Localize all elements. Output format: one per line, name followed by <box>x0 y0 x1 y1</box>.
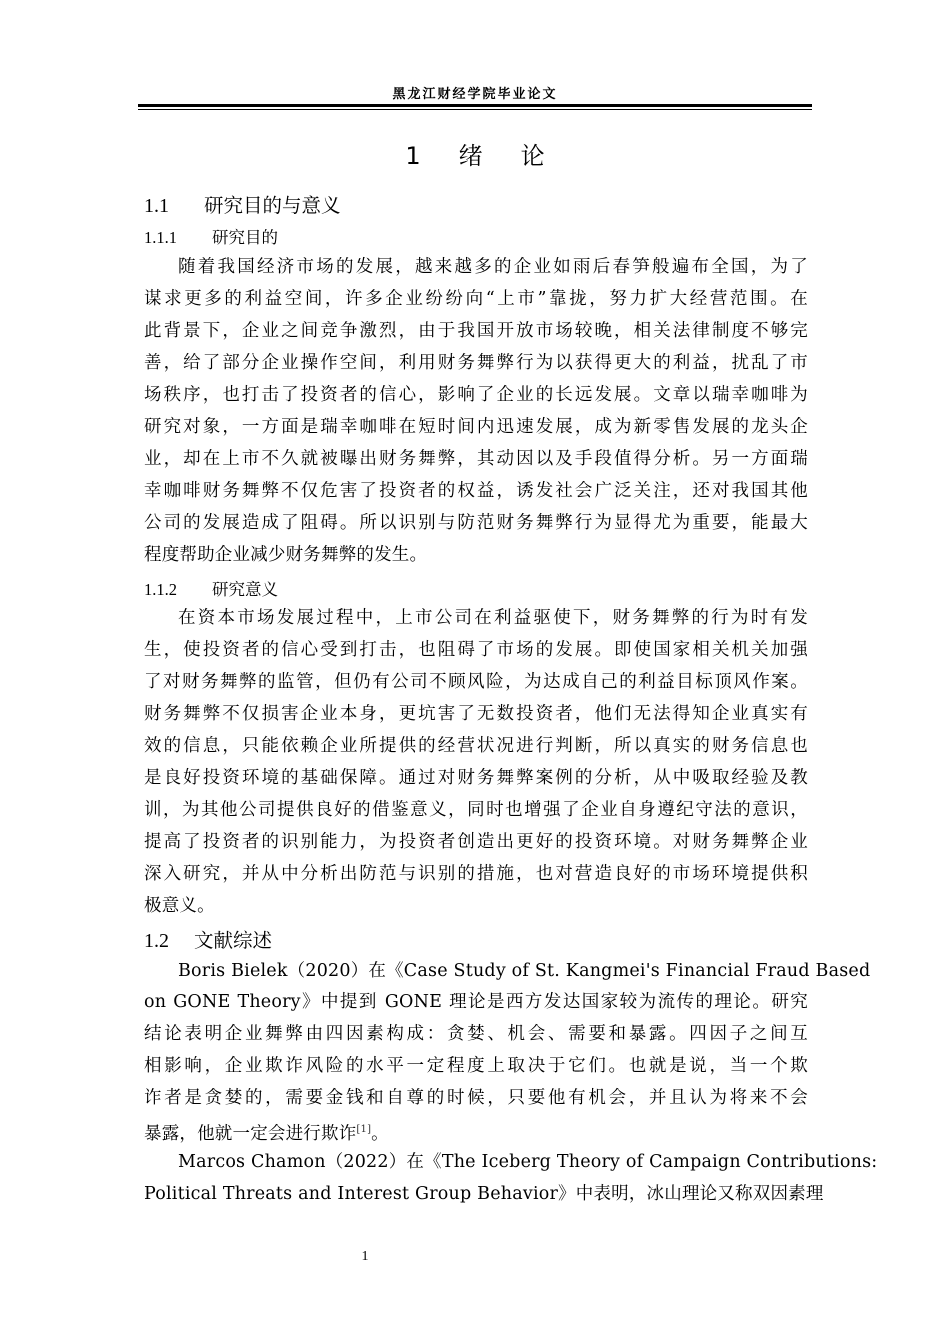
chapter-title-char-2: 论 <box>520 142 545 170</box>
paragraph-line: 效的信息，只能依赖企业所提供的经营状况进行判断，所以真实的财务信息也 <box>144 736 808 756</box>
header-rule-thin <box>138 109 812 110</box>
paragraph-line: 财务舞弊不仅损害企业本身，更坑害了无数投资者，他们无法得知企业真实有 <box>144 704 808 724</box>
paragraph-line: 深入研究，并从中分析出防范与识别的措施，也对营造良好的市场环境提供积 <box>144 864 808 884</box>
paragraph-line: Boris Bielek（2020）在《Case Study of St. Kangmei's Financial Fraud Based <box>178 961 871 981</box>
paragraph-line <box>144 1120 808 1144</box>
header-rule-thick <box>138 104 812 107</box>
running-header: 黑龙江财经学院毕业论文 <box>392 87 558 102</box>
paragraph-line: 相影响，企业欺诈风险的水平一定程度上取决于它们。也就是说，当一个欺 <box>144 1056 808 1076</box>
paragraph-line: 随着我国经济市场的发展，越来越多的企业如雨后春笋般遍布全国，为了 <box>178 257 808 277</box>
paragraph-line: 场秩序，也打击了投资者的信心，影响了企业的长远发展。文章以瑞幸咖啡为 <box>144 385 808 405</box>
paragraph-line: 幸咖啡财务舞弊不仅危害了投资者的权益，诱发社会广泛关注，还对我国其他 <box>144 481 808 501</box>
subsection-number: 1.1.1 <box>144 228 177 247</box>
chapter-title-char-1: 绪 <box>458 142 483 170</box>
paragraph-line: Political Threats and Interest Group Behavior》中表明，冰山理论又称双因素理 <box>144 1184 824 1204</box>
paragraph-line: on GONE Theory》中提到 GONE 理论是西方发达国家较为流传的理论。研究 <box>144 992 808 1012</box>
paragraph-line: 善，给了部分企业操作空间，利用财务舞弊行为以获得更大的利益，扰乱了市 <box>144 353 808 373</box>
paragraph-line: 此背景下，企业之间竞争激烈，由于我国开放市场较晚，相关法律制度不够完 <box>144 321 808 341</box>
section-heading-1-1 <box>144 190 341 218</box>
paragraph-line: Marcos Chamon（2022）在《The Iceberg Theory of Campaign Contributions: <box>178 1152 878 1172</box>
section-title: 文献综述 <box>194 929 273 952</box>
section-number: 1.1 <box>144 195 169 217</box>
line-text: 暴露，他就一定会进行欺诈 <box>144 1123 357 1144</box>
paragraph-line: 生，使投资者的信心受到打击，也阻碍了市场的发展。即使国家相关机关加强 <box>144 640 808 660</box>
subsection-number: 1.1.2 <box>144 580 177 599</box>
paragraph-line: 极意义。 <box>144 896 215 916</box>
paragraph-line: 是良好投资环境的基础保障。通过对财务舞弊案例的分析，从中吸取经验及教 <box>144 768 808 788</box>
line-end: 。 <box>371 1123 389 1144</box>
paragraph-line: 结论表明企业舞弊由四因素构成：贪婪、机会、需要和暴露。四因子之间互 <box>144 1024 808 1044</box>
section-title: 研究目的与意义 <box>204 194 341 217</box>
subsection-heading-1-1-2 <box>144 576 278 600</box>
subsection-title: 研究目的 <box>212 228 278 247</box>
paragraph-line: 谋求更多的利益空间，许多企业纷纷向“上市”靠拢，努力扩大经营范围。在 <box>144 289 808 309</box>
paragraph-line: 训，为其他公司提供良好的借鉴意义，同时也增强了企业自身遵纪守法的意识， <box>144 800 808 820</box>
chapter-title <box>0 136 950 171</box>
paragraph-line: 研究对象，一方面是瑞幸咖啡在短时间内迅速发展，成为新零售发展的龙头企 <box>144 417 808 437</box>
paragraph-line: 在资本市场发展过程中，上市公司在利益驱使下，财务舞弊的行为时有发 <box>178 608 808 628</box>
subsection-title: 研究意义 <box>212 580 278 599</box>
subsection-heading-1-1-1 <box>144 224 278 248</box>
page-number: 1 <box>361 1249 369 1264</box>
chapter-number: 1 <box>405 142 421 170</box>
paragraph-line: 提高了投资者的识别能力，为投资者创造出更好的投资环境。对财务舞弊企业 <box>144 832 808 852</box>
paragraph-line: 公司的发展造成了阻碍。所以识别与防范财务舞弊行为显得尤为重要，能最大 <box>144 513 808 533</box>
section-number: 1.2 <box>144 930 169 952</box>
paragraph-line: 诈者是贪婪的，需要金钱和自尊的时候，只要他有机会，并且认为将来不会 <box>144 1088 808 1108</box>
paragraph-line: 业，却在上市不久就被曝出财务舞弊，其动因以及手段值得分析。另一方面瑞 <box>144 449 808 469</box>
paragraph-line: 了对财务舞弊的监管，但仍有公司不顾风险，为达成自己的利益目标顶风作案。 <box>144 672 808 692</box>
citation-marker: [1] <box>356 1124 372 1135</box>
section-heading-1-2 <box>144 925 272 953</box>
paragraph-line: 程度帮助企业减少财务舞弊的发生。 <box>144 545 428 565</box>
